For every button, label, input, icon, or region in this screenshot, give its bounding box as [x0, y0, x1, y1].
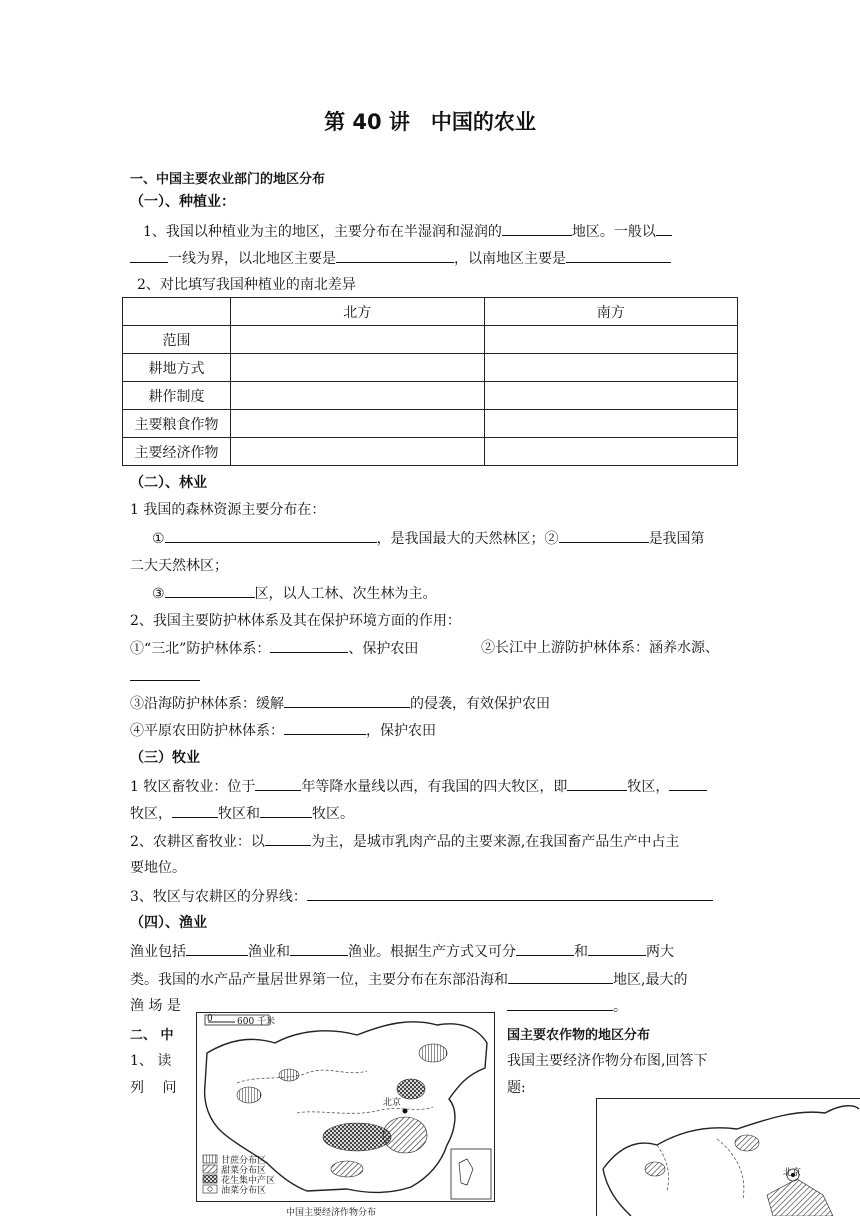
blank[interactable] [567, 777, 627, 791]
text-line: 2、农耕区畜牧业：以 为主，是城市乳肉产品的主要来源,在我国畜产品生产中占主 [130, 834, 680, 850]
scale-label: 600 千米 [237, 1017, 276, 1027]
question-text: 列 问 [130, 1080, 177, 1096]
subsection-heading: （四）、渔业 [130, 915, 207, 931]
blank[interactable] [290, 942, 348, 956]
text-line: 一线为界，以北地区主要是 ，以南地区主要是 [130, 249, 671, 268]
text-line: 二大天然林区； [130, 558, 228, 574]
question-text: 题: [507, 1080, 526, 1096]
legend-item: 甜菜分布区 [221, 1166, 267, 1176]
section-heading-left: 二、 中 [130, 1028, 174, 1043]
text-line: ①“三北”防护林体系： 、保护农田 [130, 641, 419, 657]
text-line: ③ 区，以人工林、次生林为主。 [152, 586, 437, 602]
text-line: 1 牧区畜牧业：位于 年等降水量线以西，有我国的四大牧区，即 牧区， [130, 777, 707, 796]
table-cell[interactable] [231, 382, 485, 410]
blank[interactable] [508, 970, 613, 984]
blank[interactable] [255, 777, 301, 791]
text-line [130, 667, 200, 686]
crop-distribution-map [196, 1012, 495, 1202]
table-header-south: 南方 [484, 298, 738, 326]
blank[interactable] [260, 804, 312, 818]
blank[interactable] [502, 222, 572, 236]
table-row-label: 范围 [123, 326, 231, 354]
text-line: 3、牧区与农耕区的分界线： [130, 887, 713, 906]
text-line: 渔 场 是 [130, 998, 181, 1014]
blank[interactable] [516, 942, 574, 956]
china-map-outline-2 [597, 1099, 860, 1216]
question-text: 1、 读 [130, 1053, 172, 1069]
table-cell[interactable] [484, 326, 738, 354]
table-row-label: 主要经济作物 [123, 438, 231, 466]
page-title: 第 40 讲 中国的农业 [324, 110, 536, 134]
table-row-label: 耕地方式 [123, 354, 231, 382]
text-line: ① ，是我国最大的天然林区；② 是我国第 [152, 531, 705, 547]
text-line: 2、我国主要防护林体系及其在保护环境方面的作用： [130, 613, 461, 629]
city-label: 北京 [783, 1168, 802, 1178]
blank[interactable] [172, 804, 218, 818]
blank[interactable] [284, 721, 366, 735]
table-cell[interactable] [231, 354, 485, 382]
subsection-heading: （三）牧业 [130, 750, 200, 766]
table-cell[interactable] [231, 438, 485, 466]
blank[interactable] [186, 942, 248, 956]
subsection-heading: （一）、种植业： [130, 194, 235, 210]
section-heading-right: 国主要农作物的地区分布 [507, 1028, 651, 1043]
blank[interactable] [165, 584, 255, 598]
text-line: 1 我国的森林资源主要分布在： [130, 502, 326, 518]
text-line: ④平原农田防护林体系： ，保护农田 [130, 723, 436, 739]
blank[interactable] [336, 249, 454, 263]
comparison-table [122, 297, 738, 466]
table-row-label: 耕作制度 [123, 382, 231, 410]
table-cell[interactable] [231, 326, 485, 354]
table-cell[interactable] [484, 354, 738, 382]
legend-item: 甘蔗分布区 [221, 1156, 267, 1166]
text-line: 牧区， 牧区和 牧区。 [130, 806, 354, 822]
text-line: 。 [507, 997, 627, 1016]
question-text: 我国主要经济作物分布图,回答下 [507, 1053, 708, 1069]
blank[interactable] [307, 887, 713, 901]
blank[interactable] [265, 832, 311, 846]
table-header-north: 北方 [231, 298, 485, 326]
blank[interactable] [165, 529, 377, 543]
table-cell[interactable] [484, 382, 738, 410]
table-cell[interactable] [231, 410, 485, 438]
text-line: 类。我国的水产品产量居世界第一位，主要分布在东部沿海和 地区,最大的 [130, 972, 688, 988]
legend-item: 油菜分布区 [221, 1186, 267, 1196]
blank[interactable] [507, 997, 613, 1011]
table-cell[interactable] [484, 438, 738, 466]
blank[interactable] [566, 249, 671, 263]
blank[interactable] [130, 667, 200, 681]
blank[interactable] [559, 529, 649, 543]
blank[interactable] [130, 249, 168, 263]
blank[interactable] [588, 942, 646, 956]
text-line: 要地位。 [130, 860, 186, 876]
subsection-heading: （二）、林业 [130, 475, 207, 491]
map-caption: 中国主要经济作物分布 [286, 1208, 377, 1218]
city-label: 北京 [383, 1098, 402, 1108]
table-row-label: 主要粮食作物 [123, 410, 231, 438]
blank[interactable] [270, 639, 348, 653]
text-line: 渔业包括 渔业和 渔业。根据生产方式又可分 和 两大 [130, 944, 674, 960]
text-line: 2、对比填写我国种植业的南北差异 [137, 277, 356, 293]
table-corner [123, 298, 231, 326]
blank[interactable] [669, 777, 707, 791]
blank[interactable] [656, 222, 672, 236]
scale-zero-label: 0 [207, 1014, 213, 1024]
table-cell[interactable] [484, 410, 738, 438]
blank[interactable] [284, 694, 410, 708]
second-crop-map [596, 1098, 860, 1216]
legend-item: 花生集中产区 [221, 1176, 276, 1186]
text-line: ②长江中上游防护林体系：涵养水源、 [481, 640, 719, 656]
text-line: ③沿海防护林体系：缓解 的侵袭，有效保护农田 [130, 696, 550, 712]
section-heading: 一、中国主要农业部门的地区分布 [130, 172, 326, 187]
text-line: 1、我国以种植业为主的地区，主要分布在半湿润和湿润的 地区。一般以 [143, 222, 672, 241]
